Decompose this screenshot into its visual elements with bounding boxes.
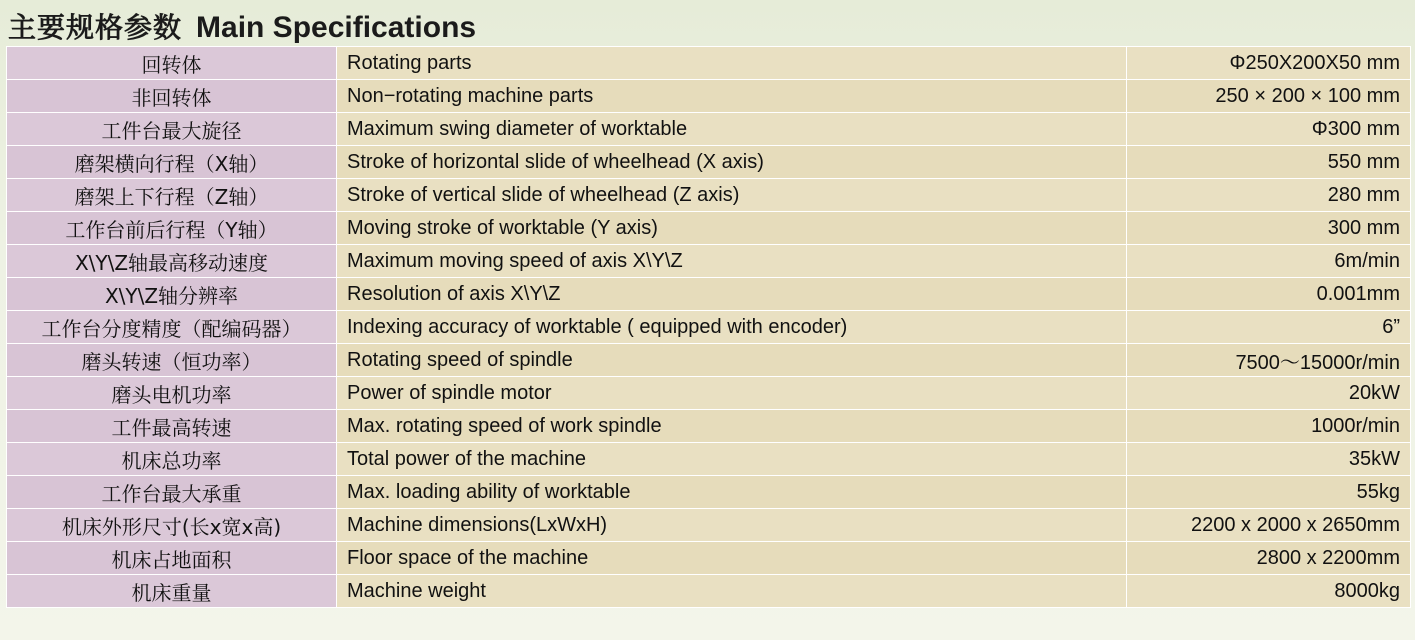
- spec-name-en: Indexing accuracy of worktable ( equipped with encoder): [337, 311, 1127, 344]
- spec-name-cn: 机床重量: [7, 575, 337, 608]
- table-row: [7, 179, 1411, 212]
- spec-name-cn: 机床占地面积: [7, 542, 337, 575]
- spec-name-en: Stroke of horizontal slide of wheelhead (X axis): [337, 146, 1127, 179]
- spec-name-en: Moving stroke of worktable (Y axis): [337, 212, 1127, 245]
- spec-name-cn: 工作台最大承重: [7, 476, 337, 509]
- spec-name-cn: 磨架上下行程（Z轴）: [7, 179, 337, 212]
- spec-name-cn: 磨头电机功率: [7, 377, 337, 410]
- page-title-english: Main Specifications: [196, 11, 477, 44]
- table-row: [7, 80, 1411, 113]
- spec-value: 280 mm: [1127, 179, 1411, 212]
- spec-name-en: Max. loading ability of worktable: [337, 476, 1127, 509]
- spec-name-en: Stroke of vertical slide of wheelhead (Z axis): [337, 179, 1127, 212]
- spec-name-en: Floor space of the machine: [337, 542, 1127, 575]
- table-row: [7, 278, 1411, 311]
- table-row: [7, 47, 1411, 80]
- spec-value: 550 mm: [1127, 146, 1411, 179]
- table-row: [7, 146, 1411, 179]
- spec-value: 2800 x 2200mm: [1127, 542, 1411, 575]
- spec-name-en: Rotating parts: [337, 47, 1127, 80]
- spec-value: 6m/min: [1127, 245, 1411, 278]
- table-row: [7, 443, 1411, 476]
- spec-name-en: Machine weight: [337, 575, 1127, 608]
- spec-value: 7500～15000r/min: [1127, 344, 1411, 377]
- table-row: [7, 542, 1411, 575]
- spec-name-en: Rotating speed of spindle: [337, 344, 1127, 377]
- table-row: [7, 410, 1411, 443]
- spec-name-cn: 磨架横向行程（X轴）: [7, 146, 337, 179]
- spec-name-cn: 工作台前后行程（Y轴）: [7, 212, 337, 245]
- spec-name-cn: 机床总功率: [7, 443, 337, 476]
- spec-name-en: Machine dimensions(LxWxH): [337, 509, 1127, 542]
- spec-value: 0.001mm: [1127, 278, 1411, 311]
- spec-value: 35kW: [1127, 443, 1411, 476]
- spec-name-cn: 工件台最大旋径: [7, 113, 337, 146]
- spec-name-en: Power of spindle motor: [337, 377, 1127, 410]
- spec-name-cn: 机床外形尺寸(长x宽x高): [7, 509, 337, 542]
- spec-name-en: Non−rotating machine parts: [337, 80, 1127, 113]
- spec-value: 6”: [1127, 311, 1411, 344]
- spec-name-en: Total power of the machine: [337, 443, 1127, 476]
- table-row: [7, 575, 1411, 608]
- spec-value: 55kg: [1127, 476, 1411, 509]
- table-row: [7, 212, 1411, 245]
- spec-value: 250 × 200 × 100 mm: [1127, 80, 1411, 113]
- spec-name-cn: X\Y\Z轴分辨率: [7, 278, 337, 311]
- spec-name-cn: 工件最高转速: [7, 410, 337, 443]
- spec-value: 2200 x 2000 x 2650mm: [1127, 509, 1411, 542]
- table-row: [7, 113, 1411, 146]
- page-title-chinese: 主要规格参数: [8, 11, 183, 44]
- spec-name-cn: 磨头转速（恒功率）: [7, 344, 337, 377]
- spec-name-en: Maximum moving speed of axis X\Y\Z: [337, 245, 1127, 278]
- spec-value: Φ250X200X50 mm: [1127, 47, 1411, 80]
- table-row: [7, 377, 1411, 410]
- spec-value: 20kW: [1127, 377, 1411, 410]
- spec-name-cn: 非回转体: [7, 80, 337, 113]
- spec-value: 1000r/min: [1127, 410, 1411, 443]
- spec-value: Φ300 mm: [1127, 113, 1411, 146]
- spec-value: 300 mm: [1127, 212, 1411, 245]
- spec-name-en: Resolution of axis X\Y\Z: [337, 278, 1127, 311]
- table-row: [7, 476, 1411, 509]
- specifications-table-body: [7, 47, 1411, 608]
- table-row: [7, 344, 1411, 377]
- page-title: [0, 0, 1415, 46]
- spec-value: 8000kg: [1127, 575, 1411, 608]
- spec-name-cn: 回转体: [7, 47, 337, 80]
- spec-name-en: Maximum swing diameter of worktable: [337, 113, 1127, 146]
- spec-name-cn: 工作台分度精度（配编码器）: [7, 311, 337, 344]
- table-row: [7, 245, 1411, 278]
- table-row: [7, 509, 1411, 542]
- specifications-table: [6, 46, 1411, 608]
- spec-name-en: Max. rotating speed of work spindle: [337, 410, 1127, 443]
- table-row: [7, 311, 1411, 344]
- spec-name-cn: X\Y\Z轴最高移动速度: [7, 245, 337, 278]
